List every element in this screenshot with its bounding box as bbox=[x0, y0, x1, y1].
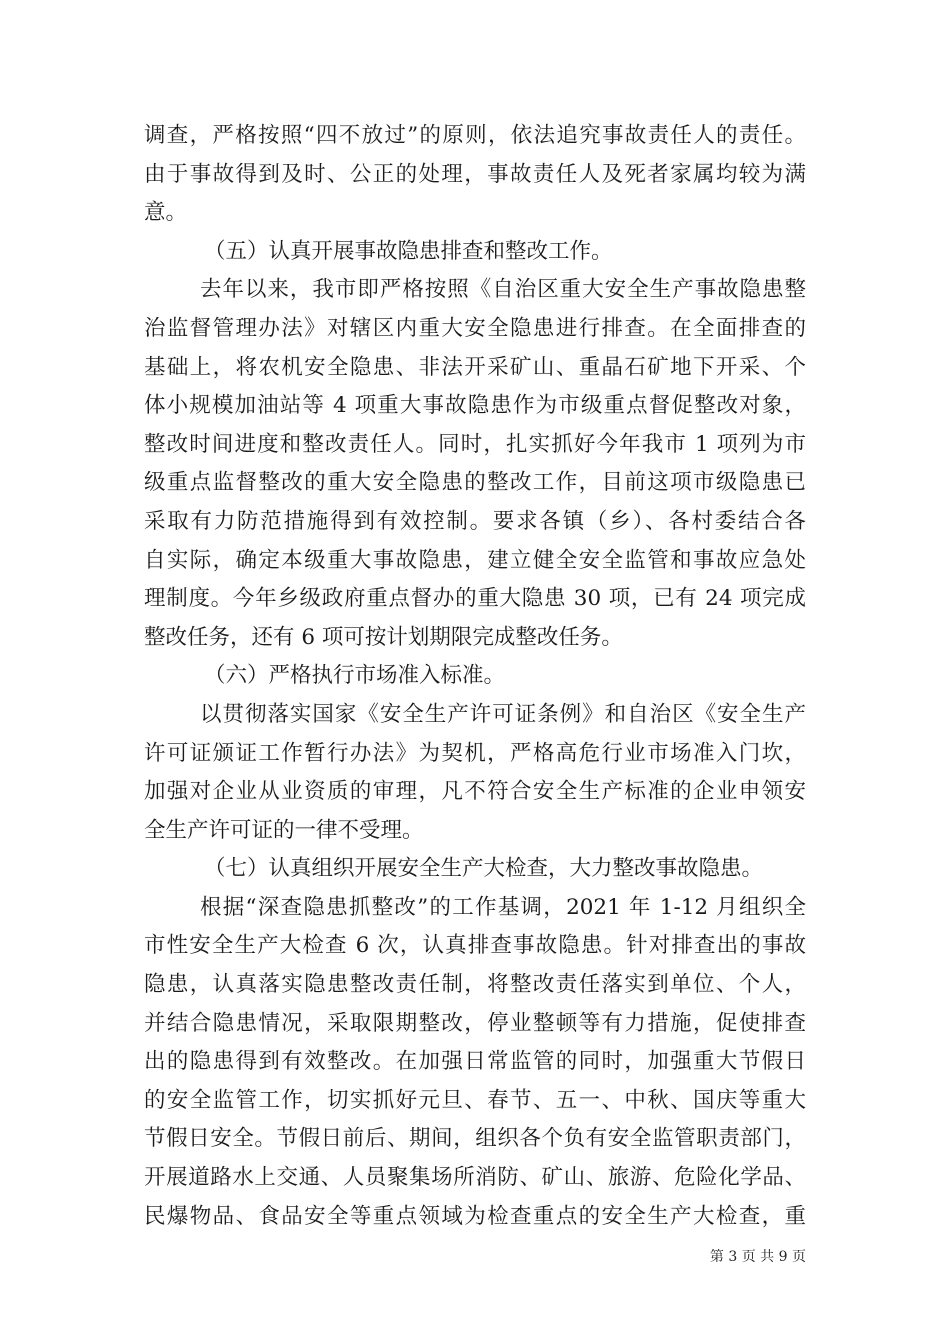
paragraph-line: 加强对企业从业资质的审理，凡不符合安全生产标准的企业申领安 bbox=[144, 779, 806, 805]
paragraph-line: 出的隐患得到有效整改。在加强日常监管的同时，加强重大节假日 bbox=[144, 1049, 806, 1075]
paragraph-line: 基础上，将农机安全隐患、非法开采矿山、重晶石矿地下开采、个 bbox=[144, 354, 806, 380]
paragraph-line: 开展道路水上交通、人员聚集场所消防、矿山、旅游、危险化学品、 bbox=[144, 1165, 806, 1191]
paragraph-line: 去年以来，我市即严格按照《自治区重大安全生产事故隐患整 bbox=[200, 277, 806, 303]
paragraph-line: 自实际，确定本级重大事故隐患，建立健全安全监管和事故应急处 bbox=[144, 547, 806, 573]
paragraph-line: 以贯彻落实国家《安全生产许可证条例》和自治区《安全生产 bbox=[200, 701, 806, 727]
paragraph-line: 采取有力防范措施得到有效控制。要求各镇（乡）、各村委结合各 bbox=[144, 508, 806, 534]
paragraph-line: 根据“深查隐患抓整改”的工作基调，2021 年 1-12 月组织全 bbox=[200, 894, 806, 920]
paragraph-line: 隐患，认真落实隐患整改责任制，将整改责任落实到单位、个人， bbox=[144, 972, 806, 998]
paragraph-line: 的安全监管工作，切实抓好元旦、春节、五一、中秋、国庆等重大 bbox=[144, 1087, 806, 1113]
paragraph-line: 理制度。今年乡级政府重点督办的重大隐患 30 项，已有 24 项完成 bbox=[144, 586, 806, 612]
paragraph-line: 意。 bbox=[144, 200, 188, 226]
paragraph-line: 并结合隐患情况，采取限期整改，停业整顿等有力措施，促使排查 bbox=[144, 1010, 806, 1036]
paragraph-line: 整改任务，还有 6 项可按计划期限完成整改任务。 bbox=[144, 624, 623, 650]
section-heading: （六）严格执行市场准入标准。 bbox=[204, 663, 506, 689]
paragraph-line: 整改时间进度和整改责任人。同时，扎实抓好今年我市 1 项列为市 bbox=[144, 431, 806, 457]
section-heading: （五）认真开展事故隐患排查和整改工作。 bbox=[204, 238, 613, 264]
paragraph-line: 由于事故得到及时、公正的处理，事故责任人及死者家属均较为满 bbox=[144, 161, 806, 187]
page-number: 第 3 页 共 9 页 bbox=[709, 1249, 806, 1265]
document-body bbox=[144, 117, 806, 1236]
section-heading: （七）认真组织开展安全生产大检查，大力整改事故隐患。 bbox=[204, 856, 764, 882]
paragraph-line: 许可证颁证工作暂行办法》为契机，严格高危行业市场准入门坎， bbox=[144, 740, 806, 766]
paragraph-line: 节假日安全。节假日前后、期间，组织各个负有安全监管职责部门， bbox=[144, 1126, 806, 1152]
paragraph-line: 全生产许可证的一律不受理。 bbox=[144, 817, 424, 843]
paragraph-line: 市性安全生产大检查 6 次，认真排查事故隐患。针对排查出的事故 bbox=[144, 933, 806, 959]
paragraph-line: 级重点监督整改的重大安全隐患的整改工作，目前这项市级隐患已 bbox=[144, 470, 806, 496]
paragraph-line: 治监督管理办法》对辖区内重大安全隐患进行排查。在全面排查的 bbox=[144, 315, 806, 341]
paragraph-line: 民爆物品、食品安全等重点领域为检查重点的安全生产大检查，重 bbox=[144, 1203, 806, 1229]
paragraph-line: 调查，严格按照“四不放过”的原则，依法追究事故责任人的责任。 bbox=[144, 123, 806, 148]
paragraph-line: 体小规模加油站等 4 项重大事故隐患作为市级重点督促整改对象， bbox=[144, 393, 806, 419]
